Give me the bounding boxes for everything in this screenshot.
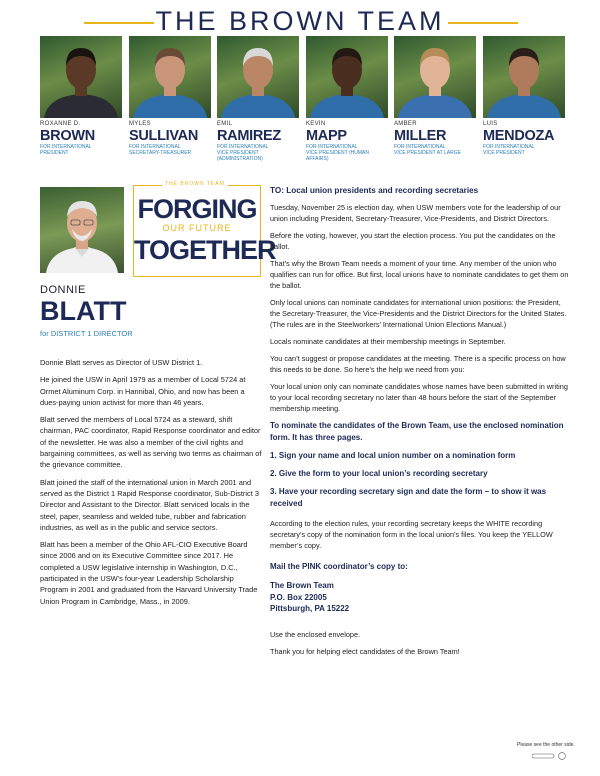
candidate-role: for DISTRICT 1 DIRECTOR — [40, 329, 133, 338]
forging-tag: THE BROWN TEAM — [162, 181, 228, 187]
member-role: PRESIDENT — [40, 150, 69, 156]
our-future-line: OUR FUTURE — [162, 223, 232, 233]
address-line: P.O. Box 22005 — [270, 592, 327, 602]
together-line: TOGETHER — [134, 235, 276, 265]
portrait-illustration — [306, 36, 388, 118]
member-role: VICE PRESIDENT (HUMAN AFFAIRS) — [306, 150, 369, 162]
member-role: FOR INTERNATIONAL — [40, 144, 92, 150]
header — [0, 6, 600, 36]
footer-note: Please see the other side. — [517, 742, 575, 748]
team-member — [40, 36, 122, 166]
mail-heading: Mail the PINK coordinator’s copy to: — [270, 562, 408, 571]
letter — [270, 185, 570, 663]
member-role: VICE PRESIDENT — [483, 150, 525, 156]
member-last-name: MENDOZA — [483, 128, 555, 144]
portrait-illustration — [394, 36, 476, 118]
member-first-name: KEVIN — [306, 121, 326, 127]
letter-paragraph: You can’t suggest or propose candidates at the meeting. There is a specific process on how this needs to be done. So here’s the help we need from you: — [270, 354, 566, 374]
member-photo — [394, 36, 476, 118]
portrait-illustration — [129, 36, 211, 118]
letter-paragraph: Your local union only can nominate candidates whose names have been submitted in writing to your local recording secretary no later than 48 hours before the start of the September membership meeting. — [270, 382, 568, 413]
bio-paragraph: Blatt served the members of Local 5724 as a steward, shift chairman, PAC coordinator, Rapid Response coordinator and editor of the newsletter. He was also a member of the civil rights and bargaining committees, as well as serving two terms as chairman of the grievance committee. — [40, 415, 262, 470]
member-first-name: AMBER — [394, 121, 417, 127]
bio-paragraph: He joined the USW in April 1979 as a member of Local 5724 at Ormet Aluminum Corp. in Hannibal, Ohio, and now has been a dues-paying union activist for more than 46 years. — [40, 375, 246, 407]
member-photo — [306, 36, 388, 118]
team-member — [129, 36, 211, 166]
member-role: FOR INTERNATIONAL — [306, 144, 358, 150]
letter-paragraph: Tuesday, November 25 is election day, when USW members vote for the leadership of our union including President, Secretary-Treasurer, Vice-Presidents, and District Directors. — [270, 203, 561, 223]
envelope-note: Use the enclosed envelope. — [270, 629, 361, 639]
blatt-photo — [40, 187, 124, 273]
thanks-note: Thank you for helping elect candidates of the Brown Team! — [270, 646, 460, 656]
letter-to: TO: Local union presidents and recording secretaries — [270, 186, 479, 195]
member-photo — [40, 36, 122, 118]
copy-note: According to the election rules, your recording secretary keeps the WHITE recording secretary’s copy of the nomination form in the local union’s files. You keep the YELLOW member’s copy. — [270, 519, 553, 550]
member-last-name: SULLIVAN — [129, 128, 199, 144]
letter-paragraph: Before the voting, however, you start the election process. You put the candidates on the ballot. — [270, 231, 556, 251]
address-line: Pittsburgh, PA 15222 — [270, 604, 350, 613]
union-bug-icon — [532, 752, 568, 760]
member-role: VICE PRESIDENT (ADMINISTRATION) — [217, 150, 263, 162]
member-role: SECRETARY-TREASURER — [129, 150, 192, 156]
member-photo — [217, 36, 299, 118]
team-member — [394, 36, 476, 166]
member-first-name: MYLES — [129, 121, 151, 127]
step-item: 3. Have your recording secretary sign and date the form – to show it was received — [270, 487, 547, 508]
bio-paragraph: Blatt has been a member of the Ohio AFL-CIO Executive Board since 2006 and on its Executive Committee since 2017. He completed a USW legislative internship in Washington, D.C., participated in the USW’s four-year Leadership Scholarship Program in 2001 and graduated from the Harvard University Trade Union Program in Cambridge, Mass., in 2009. — [40, 540, 258, 606]
step-item: 2. Give the form to your local union’s recording secretary — [270, 469, 488, 478]
member-role: FOR INTERNATIONAL — [394, 144, 446, 150]
member-last-name: MAPP — [306, 128, 347, 144]
member-role: FOR INTERNATIONAL — [483, 144, 535, 150]
candidate-bio — [40, 357, 262, 613]
team-member — [217, 36, 299, 166]
member-first-name: ROXANNE D. — [40, 121, 81, 127]
member-first-name: EMIL — [217, 121, 233, 127]
portrait-illustration — [40, 36, 122, 118]
candidate-last-name: BLATT — [40, 296, 127, 326]
nominate-heading: To nominate the candidates of the Brown Team, use the enclosed nomination form. It has three pages. — [270, 421, 564, 442]
bio-paragraph: Blatt joined the staff of the international union in March 2001 and served as the District 1 Rapid Response coordinator, Sub-District 3 Director and Assistant to the Director. Blatt serviced locals in the steel, paper, seamless and welded tube, rubber and fabrication industries, as well as in the public and service sectors. — [40, 477, 259, 532]
mailing-address — [270, 580, 570, 615]
member-role: FOR INTERNATIONAL — [129, 144, 181, 150]
letter-paragraph: That’s why the Brown Team needs a moment of your time. Any member of the union who qualifies can run for office. But first, local unions have to nominate candidates to get them on the ballot. — [270, 259, 569, 290]
team-row — [40, 36, 564, 166]
forging-together-logo — [133, 181, 276, 277]
bio-paragraph: Donnie Blatt serves as Director of USW District 1. — [40, 358, 203, 367]
member-last-name: MILLER — [394, 128, 447, 144]
letter-paragraph: Only local unions can nominate candidates for international union positions: the President, the Secretary-Treasurer, the Vice-Presidents and the District Directors for the United States. (The rules are in the Steelworkers’ International Union Elections Manual.) — [270, 298, 567, 329]
address-line: The Brown Team — [270, 581, 334, 590]
portrait-illustration — [40, 187, 124, 273]
team-member — [306, 36, 388, 166]
member-photo — [129, 36, 211, 118]
candidate-first-name: DONNIE — [40, 284, 86, 296]
portrait-illustration — [483, 36, 565, 118]
member-first-name: LUIS — [483, 121, 498, 127]
header-rule-right — [448, 22, 518, 24]
steps-list — [270, 450, 570, 510]
portrait-illustration — [217, 36, 299, 118]
member-role: VICE PRESIDENT AT LARGE — [394, 150, 461, 156]
team-member — [483, 36, 565, 166]
page-title: THE BROWN TEAM — [155, 6, 445, 36]
member-last-name: BROWN — [40, 128, 95, 144]
member-photo — [483, 36, 565, 118]
letter-paragraph: Locals nominate candidates at their membership meetings in September. — [270, 337, 506, 346]
member-role: FOR INTERNATIONAL — [217, 144, 269, 150]
forging-line: FORGING — [137, 194, 257, 224]
step-item: 1. Sign your name and local union number on a nomination form — [270, 451, 516, 460]
member-last-name: RAMIREZ — [217, 128, 281, 144]
